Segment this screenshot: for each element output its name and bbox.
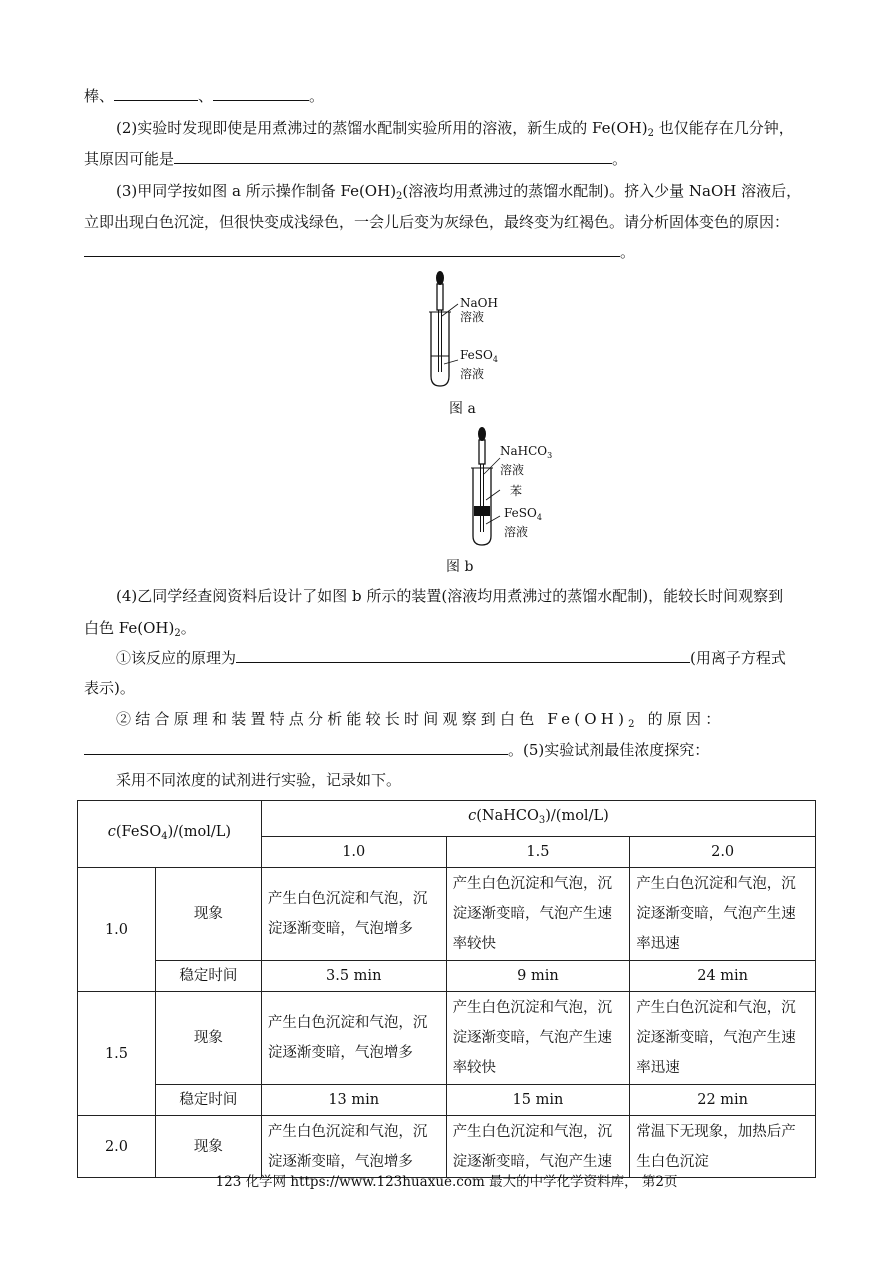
fig-b-nahco3-sub: 3 <box>547 451 553 460</box>
fig-b-nahco3-label <box>500 444 552 463</box>
phenomenon-cell: 产生白色沉淀和气泡，沉淀逐渐变暗，气泡产生速率迅速 <box>630 868 816 961</box>
q1-end: 。 <box>309 87 325 105</box>
q4-sub1-line2: 表示)。 <box>84 679 135 697</box>
fig-a-solution-label-1: 溶液 <box>460 310 485 324</box>
row-label-time: 稳定时间 <box>155 961 261 992</box>
header-nahco3-sub: 3 <box>538 815 546 826</box>
time-cell: 15 min <box>446 1085 630 1116</box>
q3-text-b: (溶液均用煮沸过的蒸馏水配制)。挤入少量 NaOH 溶液后， <box>402 182 802 200</box>
fig-b-feso4-sub: 4 <box>536 513 542 522</box>
answer-blank-3[interactable] <box>174 149 612 164</box>
figure-b <box>470 424 580 549</box>
time-cell: 3.5 min <box>261 961 446 992</box>
answer-blank-4[interactable] <box>84 242 620 257</box>
q2-text-b: 也仅能存在几分钟， <box>653 119 794 137</box>
header-feso4-sub: 4 <box>161 830 168 842</box>
col-header: 1.5 <box>446 837 630 868</box>
q3-line2: 立即出现白色沉淀，但很快变成浅绿色，一会儿后变为灰绿色，最终变为红褐色。请分析固体变色的原因： <box>84 213 790 231</box>
q4-sub2-line <box>116 709 724 735</box>
q4-sub2-tail: 的原因： <box>638 710 725 728</box>
fig-b-benzene-label: 苯 <box>510 484 523 498</box>
q4-sub2-sub: 2 <box>628 719 639 730</box>
q4-line2 <box>84 618 196 644</box>
fig-b-nahco3-text: NaHCO <box>500 444 548 458</box>
fig-a-feso4-text: FeSO <box>460 348 493 362</box>
answer-blank-1[interactable] <box>114 86 198 101</box>
fig-a-feso4-sub: 4 <box>492 355 498 364</box>
row-conc: 1.5 <box>78 992 156 1116</box>
fig-b-feso4-text: FeSO <box>504 506 537 520</box>
figure-a-caption: 图 a <box>449 401 476 417</box>
q5-intro: 采用不同浓度的试剂进行实验，记录如下。 <box>116 771 402 789</box>
phenomenon-cell: 产生白色沉淀和气泡，沉淀逐渐变暗，气泡产生速率较快 <box>446 992 630 1085</box>
page-footer: 123 化学网 https://www.123huaxue.com 最大的中学化学资料库， 第2页 <box>215 1174 678 1190</box>
fig-b-solution-label-1: 溶液 <box>500 463 525 477</box>
phenomenon-cell: 常温下无现象，加热后产生白色沉淀 <box>630 1116 816 1178</box>
q3-text-a: (3)甲同学按如图 a 所示操作制备 Fe(OH) <box>116 182 397 200</box>
q3-line1 <box>116 181 801 207</box>
header-feso4-tail: )/(mol/L) <box>167 823 232 840</box>
figure-b-caption: 图 b <box>446 559 474 575</box>
q2-sub: 2 <box>647 128 654 139</box>
figure-a <box>424 268 524 393</box>
fig-a-feso4-label <box>460 348 498 367</box>
q4-line2-sub: 2 <box>174 628 181 639</box>
time-cell: 24 min <box>630 961 816 992</box>
q2-text-a: (2)实验时发现即使是用煮沸过的蒸馏水配制实验所用的溶液，新生成的 Fe(OH) <box>116 119 648 137</box>
row-conc: 1.0 <box>78 868 156 992</box>
phenomenon-cell: 产生白色沉淀和气泡，沉淀逐渐变暗，气泡产生速率较快 <box>446 868 630 961</box>
answer-blank-5[interactable] <box>236 648 690 663</box>
q4-line1: (4)乙同学经查阅资料后设计了如图 b 所示的装置(溶液均用煮沸过的蒸馏水配制)，能较长时间观察到 <box>116 587 784 605</box>
row-label-phenomenon: 现象 <box>155 1116 261 1178</box>
time-cell: 9 min <box>446 961 630 992</box>
q2-line2-text: 其原因可能是 <box>84 150 175 168</box>
col-header: 1.0 <box>261 837 446 868</box>
q1-prefix: 棒、 <box>84 87 115 105</box>
experiment-table <box>77 800 816 1178</box>
answer-blank-6[interactable] <box>84 740 508 755</box>
row-conc: 2.0 <box>78 1116 156 1178</box>
col-header: 2.0 <box>630 837 816 868</box>
q4-line2-text: 白色 Fe(OH) <box>84 619 175 637</box>
fig-b-feso4-label <box>504 506 542 525</box>
phenomenon-cell: 产生白色沉淀和气泡，沉淀逐渐变暗，气泡增多 <box>261 992 446 1085</box>
header-nahco3: c(NaHCO$_3$)/(mol/L) <box>261 801 815 837</box>
q1-tail-line <box>84 86 324 106</box>
phenomenon-cell: 产生白色沉淀和气泡，沉淀逐渐变暗，气泡增多 <box>261 1116 446 1178</box>
fig-a-naoh-label: NaOH <box>460 296 498 310</box>
q3-line3-end: 。 <box>620 243 636 261</box>
phenomenon-cell: 产生白色沉淀和气泡，沉淀逐渐变暗，气泡产生速 <box>446 1116 630 1178</box>
header-nahco3-tail: )/(mol/L) <box>545 808 609 824</box>
q4-sub1-tail: (用离子方程式 <box>690 649 786 667</box>
answer-blank-2[interactable] <box>213 86 309 101</box>
row-label-phenomenon: 现象 <box>155 868 261 961</box>
row-label-time: 稳定时间 <box>155 1085 261 1116</box>
header-feso4: c(FeSO$_4$)/(mol/L) <box>78 801 262 868</box>
time-cell: 13 min <box>261 1085 446 1116</box>
q4-sub1-text: ①该反应的原理为 <box>116 649 237 667</box>
q3-line3 <box>84 242 635 262</box>
phenomenon-cell: 产生白色沉淀和气泡，沉淀逐渐变暗，气泡增多 <box>261 868 446 961</box>
phenomenon-cell: 产生白色沉淀和气泡，沉淀逐渐变暗，气泡产生速率迅速 <box>630 992 816 1085</box>
q1-separator: 、 <box>198 87 214 105</box>
q4-sub2-end: 。(5)实验试剂最佳浓度探究： <box>508 741 710 759</box>
fig-a-solution-label-2: 溶液 <box>460 367 485 381</box>
time-cell: 22 min <box>630 1085 816 1116</box>
q4-sub1-line <box>116 648 786 668</box>
q2-line2-end: 。 <box>612 150 628 168</box>
q2-line2 <box>84 149 627 169</box>
q3-sub: 2 <box>396 191 403 202</box>
row-label-phenomenon: 现象 <box>155 992 261 1085</box>
q4-sub2-line2 <box>84 740 709 760</box>
q4-line2-end: 。 <box>180 619 196 637</box>
q2-line1 <box>116 118 794 144</box>
fig-b-solution-label-2: 溶液 <box>504 525 529 539</box>
q4-sub2-text: ②结合原理和装置特点分析能较长时间观察到白色 Fe(OH) <box>116 710 629 728</box>
